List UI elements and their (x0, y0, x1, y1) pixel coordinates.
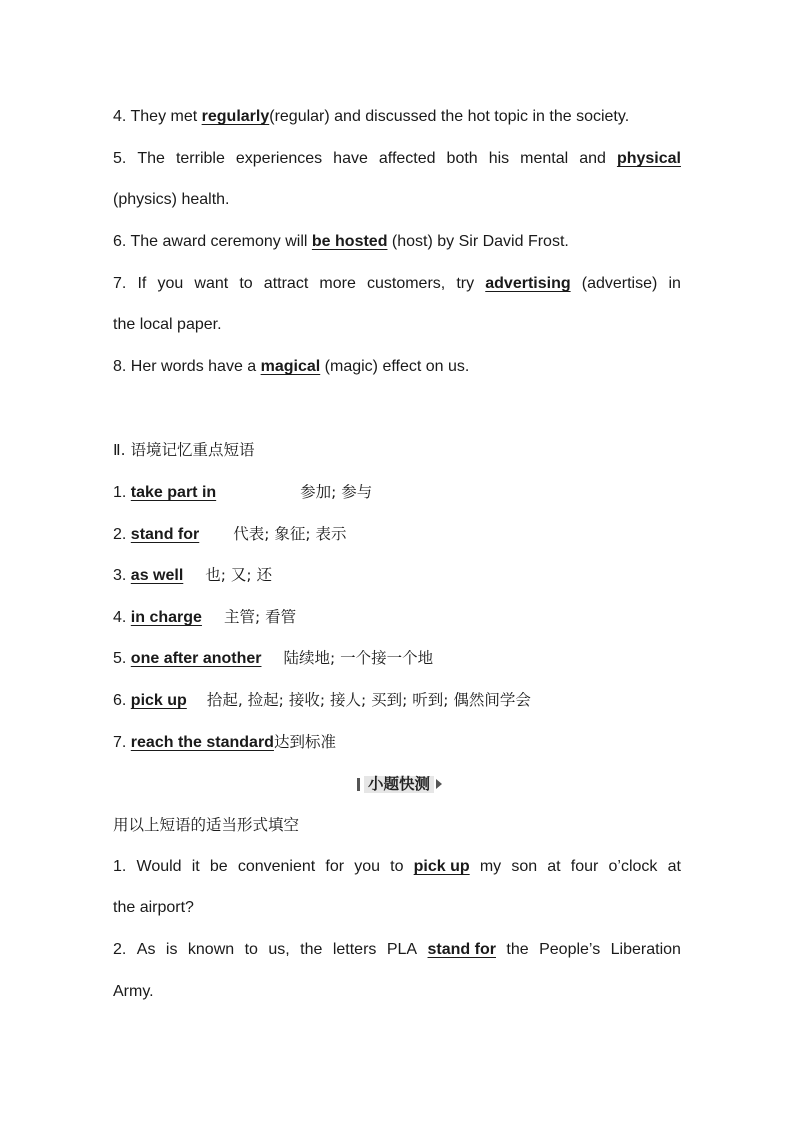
word: mental (520, 150, 569, 167)
phrase-meaning: 也; 又; 还 (205, 566, 273, 584)
phrase-number: 1. (113, 484, 131, 501)
word: (advertise) (581, 275, 658, 292)
word: known (187, 941, 235, 958)
exercise-sentence-8 (113, 356, 681, 378)
quiz-question-2 (113, 939, 681, 961)
sentence-text: the airport? (113, 899, 194, 916)
sentence-text: the local paper. (113, 316, 222, 333)
phrase-number: 7. (113, 734, 131, 751)
word: People’s (539, 941, 601, 958)
word: at (667, 858, 681, 875)
phrase: reach the standard (130, 734, 274, 751)
word: try (456, 275, 475, 292)
exercise-sentence-4 (113, 106, 681, 128)
quiz-question-1 (113, 856, 681, 878)
exercise-sentence-5 (113, 148, 681, 170)
word: both (446, 150, 478, 167)
phrase-number: 2. (113, 526, 131, 543)
word: As (136, 941, 156, 958)
phrase: take part in (130, 484, 217, 501)
exercise-sentence-7 (113, 273, 681, 295)
quiz-question-2-cont (113, 981, 681, 1003)
phrase-item (113, 606, 681, 628)
quiz-badge (357, 775, 442, 793)
word: convenient (237, 858, 316, 875)
word: PLA (386, 941, 418, 958)
phrase-meaning: 参加; 参与 (300, 483, 373, 501)
badge-bar (357, 778, 360, 791)
word: letters (332, 941, 377, 958)
section-heading: Ⅱ. 语境记忆重点短语 (113, 441, 255, 459)
answer-word: regularly (201, 108, 270, 125)
word: his (488, 150, 510, 167)
phrase: in charge (130, 609, 202, 626)
word: affected (378, 150, 436, 167)
word: Would (136, 858, 182, 875)
phrase-meaning: 主管; 看管 (223, 608, 297, 626)
phrase-number: 3. (113, 567, 131, 584)
word: my (479, 858, 502, 875)
sentence-text: 6. The award ceremony will (113, 233, 312, 250)
sentence-text: 4. They met (113, 108, 202, 125)
word: at (547, 858, 561, 875)
phrase: one after another (130, 650, 262, 667)
badge-arrow-icon (436, 779, 442, 789)
phrase-number: 5. (113, 650, 131, 667)
word: Liberation (610, 941, 681, 958)
sentence-text: Army. (113, 983, 154, 1000)
badge-label: 小题快测 (364, 776, 434, 793)
quiz-instruction: 用以上短语的适当形式填空 (113, 816, 300, 834)
word: to (390, 858, 404, 875)
answer-word: advertising (485, 275, 571, 292)
phrase: as well (130, 567, 184, 584)
sentence-text: (host) by Sir David Frost. (387, 233, 569, 250)
word: If (137, 275, 147, 292)
word: the (506, 941, 529, 958)
word: want (194, 275, 229, 292)
answer-word: stand for (427, 941, 496, 958)
word: 2. (113, 941, 127, 958)
word: it (191, 858, 200, 875)
phrase-meaning: 拾起, 捡起; 接收; 接人; 买到; 听到; 偶然间学会 (206, 691, 531, 709)
word: have (333, 150, 368, 167)
sentence-text: (regular) and discussed the hot topic in the society. (269, 108, 630, 125)
answer-word: magical (260, 358, 321, 375)
word: to (244, 941, 258, 958)
phrase-item (113, 523, 681, 545)
word: four (570, 858, 599, 875)
answer-word: be hosted (311, 233, 388, 250)
phrase-number: 6. (113, 692, 131, 709)
phrase-item (113, 564, 681, 586)
word: and (579, 150, 606, 167)
phrase-item (113, 689, 681, 711)
phrase-meaning: 代表; 象征; 表示 (233, 525, 347, 543)
word: experiences (235, 150, 323, 167)
word: 1. (113, 858, 127, 875)
word: to (239, 275, 253, 292)
word: customers, (366, 275, 446, 292)
word: 5. (113, 150, 127, 167)
word: more (319, 275, 356, 292)
word: attract (263, 275, 309, 292)
exercise-sentence-5-cont (113, 189, 681, 211)
word: be (209, 858, 228, 875)
word: you (157, 275, 184, 292)
sentence-text: (physics) health. (113, 191, 230, 208)
phrase: pick up (130, 692, 187, 709)
word: in (668, 275, 681, 292)
word: son (511, 858, 538, 875)
word: for (325, 858, 345, 875)
word: us, (268, 941, 290, 958)
exercise-sentence-6 (113, 231, 681, 253)
answer-word: pick up (413, 858, 470, 875)
phrase-meaning: 达到标准 (273, 733, 336, 751)
phrase-item (113, 481, 681, 503)
phrase-item (113, 731, 681, 753)
phrase-number: 4. (113, 609, 131, 626)
word: 7. (113, 275, 127, 292)
phrase-meaning: 陆续地; 一个接一个地 (283, 649, 434, 667)
sentence-text: (magic) effect on us. (320, 358, 470, 375)
phrase: stand for (130, 526, 200, 543)
exercise-sentence-7-cont (113, 314, 681, 336)
word: the (300, 941, 323, 958)
word: o’clock (608, 858, 658, 875)
answer-word: physical (616, 150, 681, 167)
word: you (354, 858, 380, 875)
sentence-text: 8. Her words have a (113, 358, 261, 375)
word: The (137, 150, 165, 167)
word: is (165, 941, 178, 958)
quiz-question-1-cont (113, 897, 681, 919)
phrase-item (113, 647, 681, 669)
word: terrible (175, 150, 225, 167)
